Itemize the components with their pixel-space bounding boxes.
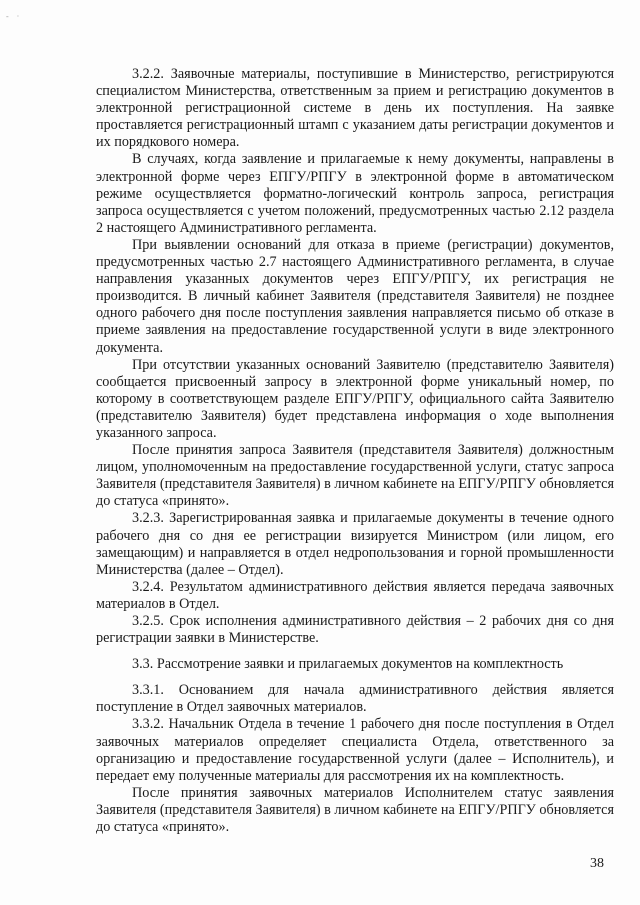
paragraph-status-accepted: После принятия запроса Заявителя (представителя Заявителя) должностным лицом, уполномоченным на предоставление государственной услуги, статус запроса Заявителя (представителя Заявителя) в личном кабинете на ЕПГУ/РПГУ обновляется до статуса «принято». <box>96 442 614 510</box>
paragraph-3-3-1: 3.3.1. Основанием для начала административного действия является поступление в Отдел заявочных материалов. <box>96 682 614 716</box>
paragraph-refusal-grounds: При выявлении оснований для отказа в приеме (регистрации) документов, предусмотренных частью 2.7 настоящего Административного регламента, в случае направления указанных документов через ЕПГУ/РПГУ, их регистрация не производится. В личный кабинет Заявителя (представителя Заявителя) не позднее одного рабочего дня после поступления заявления направляется письмо об отказе в приеме заявления на предоставление государственной услуги в виде электронного документа. <box>96 236 614 356</box>
paragraph-3-2-3: 3.2.3. Зарегистрированная заявка и прилагаемые документы в течение одного рабочего дня со дня ее регистрации визируется Министром (или лицом, его замещающим) и направляется в отдел недропользования и горной промышленности Министерства (далее – Отдел). <box>96 510 614 578</box>
paragraph-3-3-2: 3.3.2. Начальник Отдела в течение 1 рабочего дня после поступления в Отдел заявочных материалов определяет специалиста Отдела, ответственного за организацию и предоставление государственной услуги (далее – Исполнитель), и передает ему полученные материалы для рассмотрения их на комплектность. <box>96 716 614 784</box>
paragraph-3-2-4: 3.2.4. Результатом административного действия является передача заявочных материалов в Отдел. <box>96 578 614 612</box>
paragraph-executor-status: После принятия заявочных материалов Исполнителем статус заявления Заявителя (представителя Заявителя) в личном кабинете на ЕПГУ/РПГУ обновляется до статуса «принято». <box>96 784 614 836</box>
scan-mark: - · <box>6 12 23 21</box>
section-heading-3-3: 3.3. Рассмотрение заявки и прилагаемых документов на комплектность <box>132 656 564 673</box>
document-body <box>96 66 614 836</box>
paragraph-electronic-submission: В случаях, когда заявление и прилагаемые к нему документы, направлены в электронной форме через ЕПГУ/РПГУ в электронной форме в автоматическом режиме осуществляется форматно-логический контроль запроса, регистрация запроса осуществляется с учетом положений, предусмотренных частью 2.12 раздела 2 настоящего Административного регламента. <box>96 151 614 236</box>
paragraph-3-2-5: 3.2.5. Срок исполнения административного действия – 2 рабочих дня со дня регистрации заявки в Министерстве. <box>96 613 614 647</box>
paragraph-3-2-2: 3.2.2. Заявочные материалы, поступившие в Министерство, регистрируются специалистом Министерства, ответственным за прием и регистрацию документов в электронной регистрационной системе в день их поступления. На заявке проставляется регистрационный штамп с указанием даты регистрации документов и их порядкового номера. <box>96 66 614 151</box>
page-number: 38 <box>590 856 604 871</box>
paragraph-unique-number: При отсутствии указанных оснований Заявителю (представителю Заявителя) сообщается присвоенный запросу в электронной форме уникальный номер, по которому в соответствующем разделе ЕПГУ/РПГУ, официального сайта Заявителю (представителю Заявителя) будет представлена информация о ходе выполнения указанного запроса. <box>96 356 614 441</box>
